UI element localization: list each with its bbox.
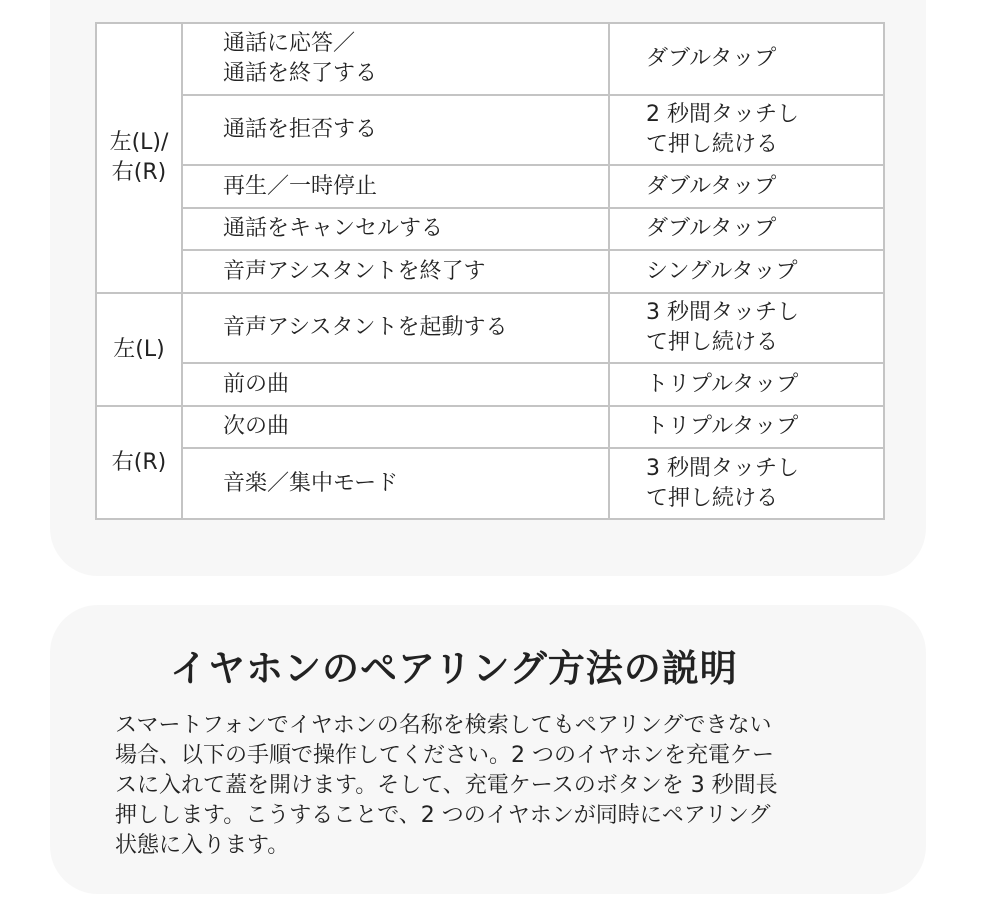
- gesture-cell: トリプルタップ: [609, 406, 884, 448]
- side-cell-right: 右(R): [96, 406, 182, 519]
- action-cell: 音声アシスタントを起動する: [182, 293, 609, 363]
- side-cell-left-right: 左(L)/ 右(R): [96, 23, 182, 293]
- table-row: [96, 23, 884, 95]
- table-row: [96, 208, 884, 250]
- gesture-cell: 2 秒間タッチし て押し続ける: [609, 95, 884, 165]
- table-row: [96, 293, 884, 363]
- gesture-cell: 3 秒間タッチし て押し続ける: [609, 293, 884, 363]
- table-row: [96, 448, 884, 519]
- pairing-title: イヤホンのペアリング方法の説明: [170, 647, 738, 690]
- gesture-cell: ダブルタップ: [609, 165, 884, 208]
- table-row: [96, 250, 884, 293]
- table-row: [96, 406, 884, 448]
- action-cell: 前の曲: [182, 363, 609, 406]
- action-cell: 音声アシスタントを終了す: [182, 250, 609, 293]
- action-cell: 再生／一時停止: [182, 165, 609, 208]
- pairing-description: スマートフォンでイヤホンの名称を検索してもペアリングできない 場合、以下の手順で操作してください。2 つのイヤホンを充電ケー スに入れて蓋を開けます。そして、充電ケースのボタンを 3 秒間長 押しします。こうすることで、2 つのイヤホンが同時にペアリング 状態に入ります。: [115, 713, 778, 858]
- table-row: [96, 95, 884, 165]
- action-cell: 通話を拒否する: [182, 95, 609, 165]
- gesture-cell: ダブルタップ: [609, 23, 884, 95]
- action-cell: 通話をキャンセルする: [182, 208, 609, 250]
- gesture-table: [95, 22, 885, 520]
- action-cell: 次の曲: [182, 406, 609, 448]
- action-cell: 通話に応答／ 通話を終了する: [182, 23, 609, 95]
- action-cell: 音楽／集中モード: [182, 448, 609, 519]
- side-cell-left: 左(L): [96, 293, 182, 406]
- gesture-cell: 3 秒間タッチし て押し続ける: [609, 448, 884, 519]
- gesture-cell: ダブルタップ: [609, 208, 884, 250]
- table-row: [96, 363, 884, 406]
- gesture-cell: シングルタップ: [609, 250, 884, 293]
- gesture-cell: トリプルタップ: [609, 363, 884, 406]
- table-row: [96, 165, 884, 208]
